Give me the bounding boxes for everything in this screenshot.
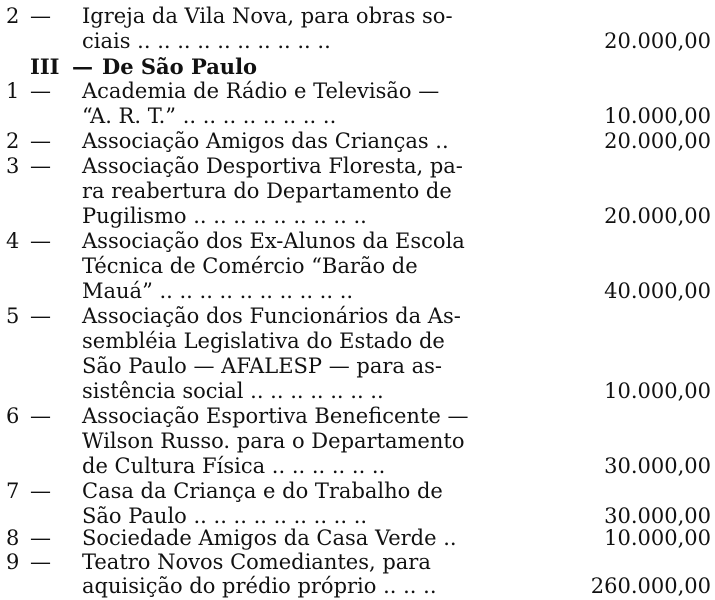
entry-number: 9 [6,550,20,574]
entry-text: sembléia Legislativa do Estado de [82,329,445,353]
entry-text: aquisição do prédio próprio .. .. .. [82,574,437,598]
entry-text: Técnica de Comércio “Barão de [82,254,418,278]
entry-number: 4 [6,229,20,253]
list-item-continuation [0,279,715,304]
list-item [0,304,715,329]
list-item-continuation [0,254,715,279]
section-numeral: III [30,54,60,79]
entry-number: 3 [6,154,20,178]
entry-number: 8 [6,526,20,550]
entry-dash: — [30,154,51,178]
entry-text: São Paulo — AFALESP — para as- [82,354,442,378]
list-item [0,479,715,504]
entry-dash: — [30,526,51,550]
list-item-continuation [0,104,715,129]
entry-amount: 40.000,00 [604,279,711,303]
entry-text: Casa da Criança e do Trabalho de [82,479,443,503]
entry-text: Pugilismo .. .. .. .. .. .. .. .. .. [82,204,367,228]
entry-number: 6 [6,404,20,428]
entry-dash: — [30,479,51,503]
list-item [0,404,715,429]
entry-dash: — [30,304,51,328]
entry-number: 2 [6,129,20,153]
entry-dash: — [30,4,51,28]
entry-text: de Cultura Física .. .. .. .. .. .. [82,454,386,478]
list-item [0,4,715,29]
list-item-continuation [0,179,715,204]
section-title: De São Paulo [102,54,258,79]
entry-amount: 20.000,00 [604,129,711,153]
entry-text: ciais .. .. .. .. .. .. .. .. .. .. [82,29,331,53]
list-item [0,154,715,179]
entry-dash: — [30,129,51,153]
list-item [0,550,715,575]
entry-dash: — [30,550,51,574]
list-item [0,129,715,154]
list-item [0,229,715,254]
entry-text: Sociedade Amigos da Casa Verde .. [82,526,457,550]
list-item-continuation [0,204,715,229]
entry-text: Wilson Russo. para o Departamento [82,429,465,453]
section-dash: — [72,54,93,79]
list-item-continuation [0,429,715,454]
entry-dash: — [30,229,51,253]
entry-text: “A. R. T.” .. .. .. .. .. .. .. .. [82,104,337,128]
entry-amount: 10.000,00 [604,526,711,550]
entry-amount: 10.000,00 [604,104,711,128]
entry-text: sistência social .. .. .. .. .. .. .. [82,379,384,403]
entry-amount: 260.000,00 [590,574,711,598]
entry-text: Teatro Novos Comediantes, para [82,550,431,574]
entry-amount: 20.000,00 [604,29,711,53]
entry-number: 1 [6,79,20,103]
entry-number: 5 [6,304,20,328]
entry-text: Associação Desportiva Floresta, pa- [82,154,463,178]
entry-number: 7 [6,479,20,503]
entry-text: Mauá” .. .. .. .. .. .. .. .. .. .. [82,279,354,303]
entry-text: Igreja da Vila Nova, para obras so- [82,4,453,28]
list-item-continuation [0,379,715,404]
list-item [0,526,715,551]
list-item-continuation [0,574,715,599]
entry-text: Academia de Rádio e Televisão — [82,79,440,103]
list-item-continuation [0,29,715,54]
list-item-continuation [0,329,715,354]
entry-amount: 30.000,00 [604,454,711,478]
entry-dash: — [30,79,51,103]
list-item-continuation [0,454,715,479]
list-item [0,79,715,104]
entry-text: Associação dos Funcionários da As- [82,304,461,328]
entry-dash: — [30,404,51,428]
entry-amount: 30.000,00 [604,504,711,528]
entry-text: Associação Amigos das Crianças .. [82,129,449,153]
entry-text: São Paulo .. .. .. .. .. .. .. .. .. [82,504,368,528]
list-item-continuation [0,354,715,379]
entry-amount: 20.000,00 [604,204,711,228]
entry-text: ra reabertura do Departamento de [82,179,452,203]
section-heading [0,54,715,79]
entry-text: Associação dos Ex-Alunos da Escola [82,229,465,253]
entry-text: Associação Esportiva Beneficente — [82,404,469,428]
entry-amount: 10.000,00 [604,379,711,403]
entry-number: 2 [6,4,20,28]
